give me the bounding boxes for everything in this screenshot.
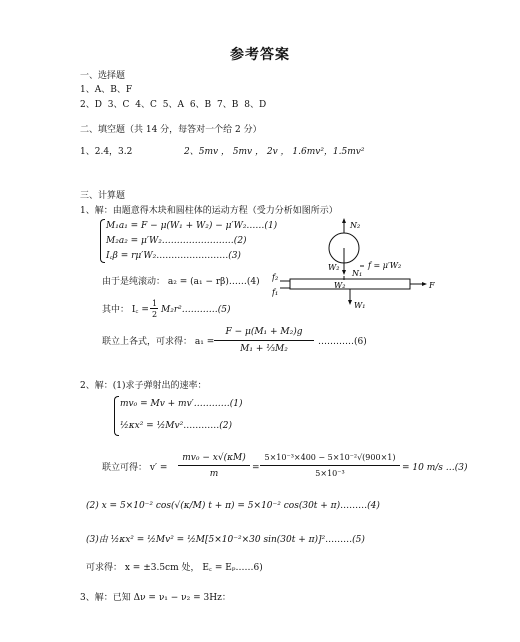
section-heading-calc: 三、计算题 (80, 191, 126, 201)
q1-inertia-num: 1 (152, 299, 158, 308)
n2-arrowhead (342, 218, 346, 223)
label-n2: N₂ (350, 221, 361, 230)
q1-equation-3: I꜀β = rμ′W₂……………………(3) (106, 251, 241, 261)
section-heading-fill: 二、填空题（共 14 分，每答对一个给 2 分） (80, 125, 262, 135)
q1-inertia-den: 2 (152, 310, 158, 319)
q1-inertia-rhs: M₂r²…………(5) (161, 305, 231, 315)
q1-equation-1: M₁a₁ = F − μ(W₁ + W₂) − μ′W₂……(1) (106, 221, 278, 231)
q1-combine-lhs: 联立上各式，可求得： a₁ = (102, 337, 215, 347)
fill-answer-1: 1、2.4，3.2 (80, 147, 133, 157)
label-f1: f₁ (272, 288, 279, 297)
q2-equation-1: mv₀ = Mv + mv′…………(1) (120, 399, 243, 409)
label-n1: N₁ (352, 269, 363, 278)
q1-combine-fraction-bar (214, 340, 314, 341)
section-heading-choice: 一、选择题 (80, 71, 126, 81)
F-arrowhead (422, 282, 427, 286)
q2-part-2: (2) x = 5×10⁻² cos(√(κ/M) t + π) = 5×10⁻² cos(30t + π)………(4) (86, 501, 380, 511)
q1-combine-tag: …………(6) (318, 337, 367, 347)
q2-eval-num: 5×10⁻³×400 − 5×10⁻²√(900×1) (264, 453, 396, 462)
label-w2: W₂ (328, 263, 340, 272)
page-title: 参考答案 (230, 47, 290, 63)
q2-solve-fraction-bar (178, 465, 250, 466)
q2-equation-2: ½κx² = ½Mv²…………(2) (120, 421, 232, 431)
q2-eval-result: = 10 m/s …(3) (402, 463, 468, 473)
label-w2-bottom: W₂ (334, 281, 346, 290)
label-w1: W₁ (354, 301, 366, 310)
q1-rolling-condition: 由于是纯滚动： a₂ = (a₁ − rβ)……(4) (102, 277, 260, 287)
q1-combine-den: M₁ + ⅓M₂ (240, 344, 288, 354)
label-friction: f = μ′W₂ (368, 261, 402, 270)
q2-intro: 2、解：(1)求子弹射出的速率： (80, 381, 207, 391)
q2-eval-fraction-bar (260, 465, 400, 466)
label-F: F (429, 281, 435, 290)
choice-answers-2-8: 2、D 3、C 4、C 5、A 6、B 7、B 8、D (80, 100, 267, 110)
choice-answer-1: 1、A、B、F (80, 85, 133, 95)
q2-part-3: (3)由 ½κx² = ½Mv² = ½M[5×10⁻²×30 sin(30t + π)]²………(5) (86, 535, 365, 545)
fill-answer-2: 2、5mv ， 5mv ， 2v ， 1.6mv²，1.5mv² (184, 147, 365, 157)
q2-solve-den: m (209, 469, 219, 479)
q1-intro: 1、解：由题意得木块和圆柱体的运动方程（受力分析如图所示） (80, 206, 338, 216)
q2-equation-brace (114, 396, 119, 436)
q1-equation-brace (100, 219, 105, 263)
q2-eval-den: 5×10⁻³ (315, 469, 345, 478)
q2-solve-num: mv₀ − x√(κM) (182, 453, 246, 463)
force-diagram (272, 218, 442, 318)
answer-page: 参考答案 一、选择题 1、A、B、F 2、D 3、C 4、C 5、A 6、B 7、B 8、D 二、填空题（共 14 分，每答对一个给 2 分） 1、2.4，3.2 2、5mv ， 5mv ， 2v ， 1.6mv²，1.5mv² 三、计算题 1、解：由题意得木块和圆柱体的运动方程（受力分析如图所示） M₁a₁ = F − μ(W₁ + W₂) − μ′W₂……(1) M₂a₂ = μ′W₂……………………(2) I꜀β = rμ′W₂……………………(3) 由于是纯滚动： a₂ = (a₁ − rβ)……(4) 其中： I꜀ = 1 2 M₂r²…………(5) 联立上各式，可求得： a₁ = F − μ(M₁ + M₂)g M₁ + ⅓M₂ …………(6) N₂ W₂ N₁ f = μ′W₂ f₂ f₁ F W₁ W₂ 2、解：(1)求子弹射出的速率： mv₀ = Mv + mv′…………(1) ½κx² = ½Mv²…………(2) 联立可得： v′ = mv₀ − x√(κM) m = 5×10⁻³×400 − 5×10⁻²√(900×1) 5×10⁻³ = 10 m/s …(3) (2) x = 5×10⁻² cos(√(κ/M) t + π) = 5×10⁻² cos(30t + π)………(4) (3)由 ½κx² = ½Mv² = ½M[5×10⁻²×30 sin(30t + π)]²………(5) 可求得： x = ±3.5cm 处， E꜀ = Eₚ……6) 3、解：已知 Δν = ν₁ − ν₂ = 3Hz： (0, 0, 520, 642)
q2-result: 可求得： x = ±3.5cm 处， E꜀ = Eₚ……6) (86, 563, 263, 573)
q3-intro: 3、解：已知 Δν = ν₁ − ν₂ = 3Hz： (80, 593, 231, 603)
w1-arrowhead (348, 300, 352, 305)
w2-arrowhead (342, 270, 346, 275)
q1-inertia-lhs: 其中： I꜀ = (102, 305, 149, 315)
q2-solve-lhs: 联立可得： v′ = (102, 463, 168, 473)
q1-combine-num: F − μ(M₁ + M₂)g (225, 327, 303, 337)
q1-equation-2: M₂a₂ = μ′W₂……………………(2) (106, 236, 247, 246)
block-rect (290, 279, 410, 289)
label-f2: f₂ (272, 273, 279, 282)
